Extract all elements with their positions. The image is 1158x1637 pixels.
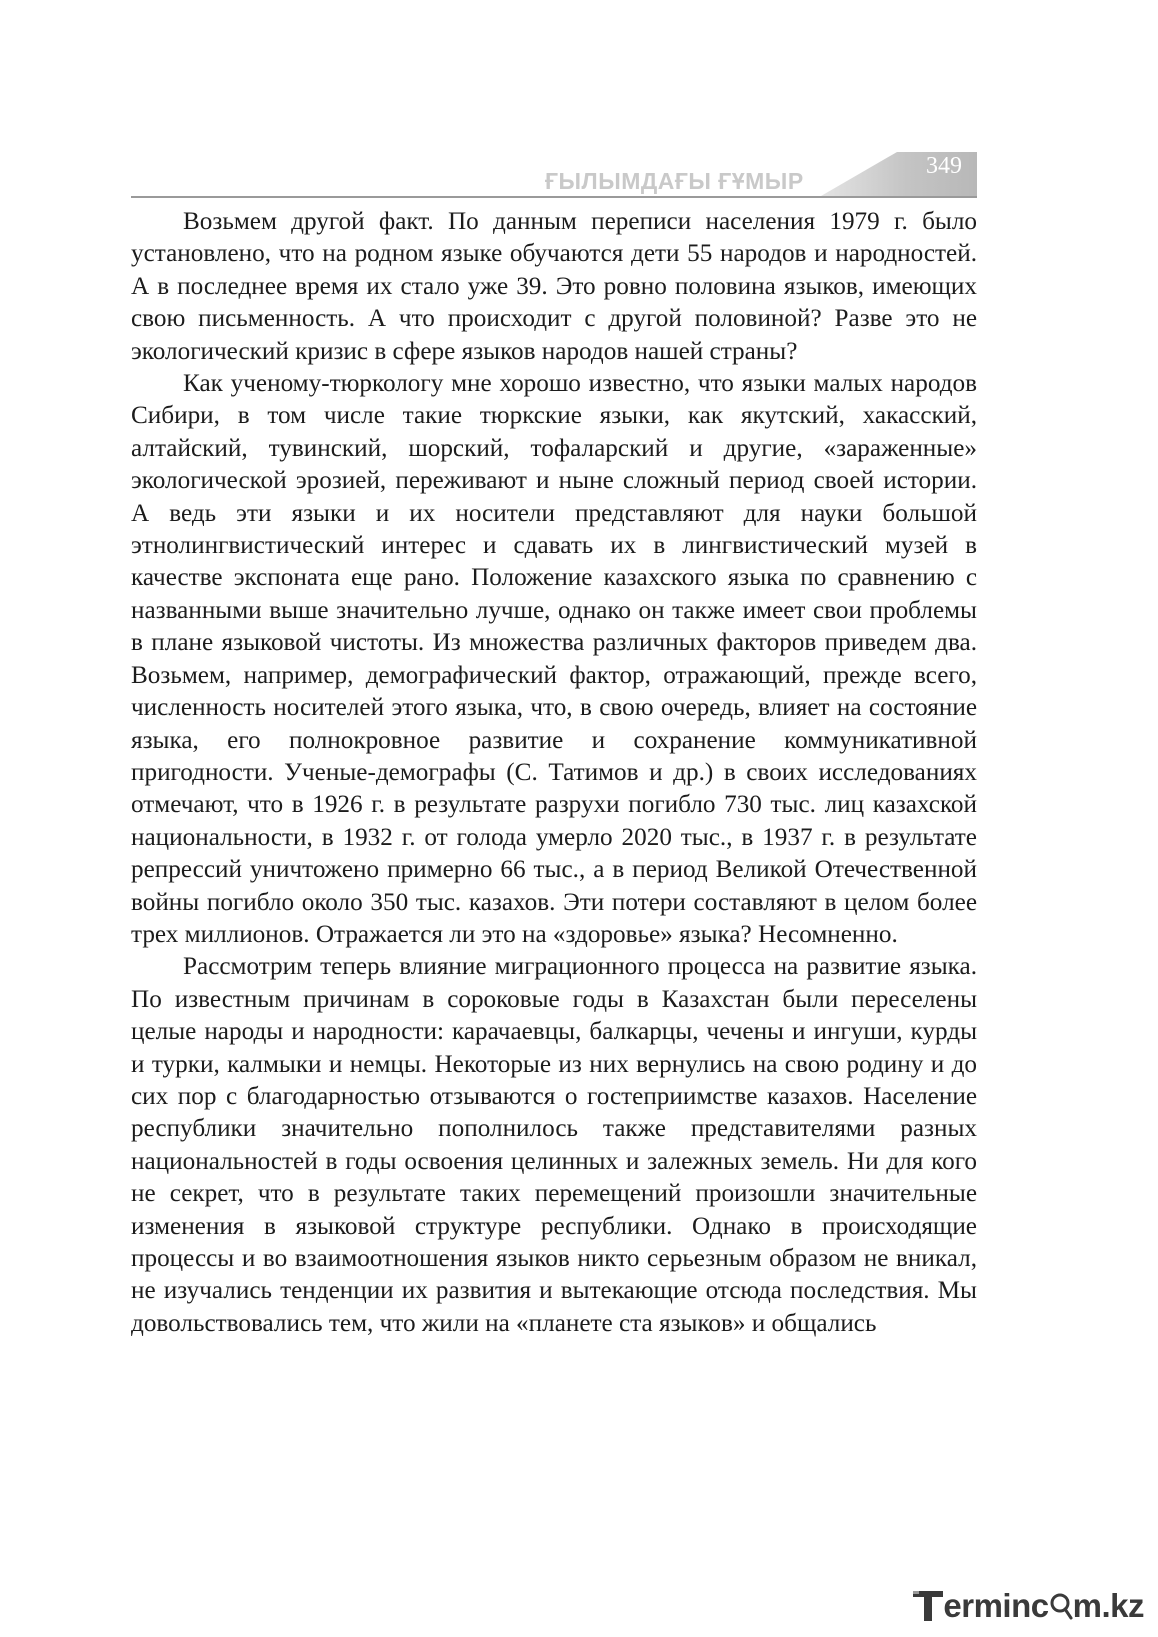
magnifier-icon: [1049, 1591, 1073, 1621]
section-title: ҒЫЛЫМДАҒЫ ҒҰМЫР: [545, 168, 804, 194]
t-logo-icon: [913, 1589, 943, 1623]
running-header: [131, 148, 977, 198]
watermark-text-end: m.kz: [1072, 1587, 1144, 1624]
termincom-watermark: [913, 1587, 1144, 1631]
paragraph-1: Возьмем другой факт. По данным переписи населения 1979 г. было установлено, что на родном языке обучаются дети 55 народов и народностей. А в последнее время их стало уже 39. Это ровно половина языков, имеющих свою письменность. А что происходит с другой половиной? Разве это не экологический кризис в сфере языков народов нашей страны?: [131, 208, 977, 365]
page-number: 349: [926, 153, 962, 179]
header-rule: [131, 196, 977, 198]
paragraph-2: Как ученому-тюркологу мне хорошо известно, что языки малых народов Сибири, в том числе такие тюркские языки, как якутский, хакасский, алтайский, тувинский, шорский, тофаларский и другие, «зараженные» экологической эрозией, переживают и ныне сложный период своей истории. А ведь эти языки и их носители представляют для науки большой этнолингвистический интерес и сдавать их в лингвистический музей в качестве экспоната еще рано. Положение казахского языка по сравнению с названными выше значительно лучше, однако он также имеет свои проблемы в плане языковой чистоты. Из множества различных факторов приведем два. Возьмем, например, демографический фактор, отражающий, прежде всего, численность носителей этого языка, что, в свою очередь, влияет на состояние языка, его полнокровное развитие и сохранение коммуникативной пригодности. Ученые-демографы (С. Татимов и др.) в своих исследованиях отмечают, что в 1926 г. в результате разрухи погибло 730 тыс. лиц казахской национальности, в 1932 г. от голода умерло 2020 тыс., в 1937 г. в результате репрессий уничтожено примерно 66 тыс., а в период Великой Отечественной войны погибло около 350 тыс. казахов. Эти потери составляют в целом более трех миллионов. Отражается ли это на «здоровье» языка? Несомненно.: [131, 370, 977, 948]
body-text: [131, 206, 977, 1340]
watermark-letter-c: c: [1030, 1587, 1049, 1624]
watermark-text-start: ermin: [943, 1587, 1031, 1624]
paragraph-3: Рассмотрим теперь влияние миграционного процесса на развитие языка. По известным причинам в сороковые годы в Казахстан были переселены целые народы и народности: карачаевцы, балкарцы, чечены и ингуши, курды и турки, калмыки и немцы. Некоторые из них вернулись на свою родину и до сих пор с благодарностью отзываются о гостеприимстве казахов. Население республики значительно пополнилось также представителями разных национальностей в годы освоения целинных и залежных земель. Ни для кого не секрет, что в результате таких перемещений произошли значительные изменения в языковой структуре республики. Однако в происходящие процессы и во взаимоотношения языков никто серьезным образом не вникал, не изучались тенденции их развития и вытекающие отсюда последствия. Мы довольствовались тем, что жили на «планете ста языков» и общались: [131, 953, 977, 1337]
